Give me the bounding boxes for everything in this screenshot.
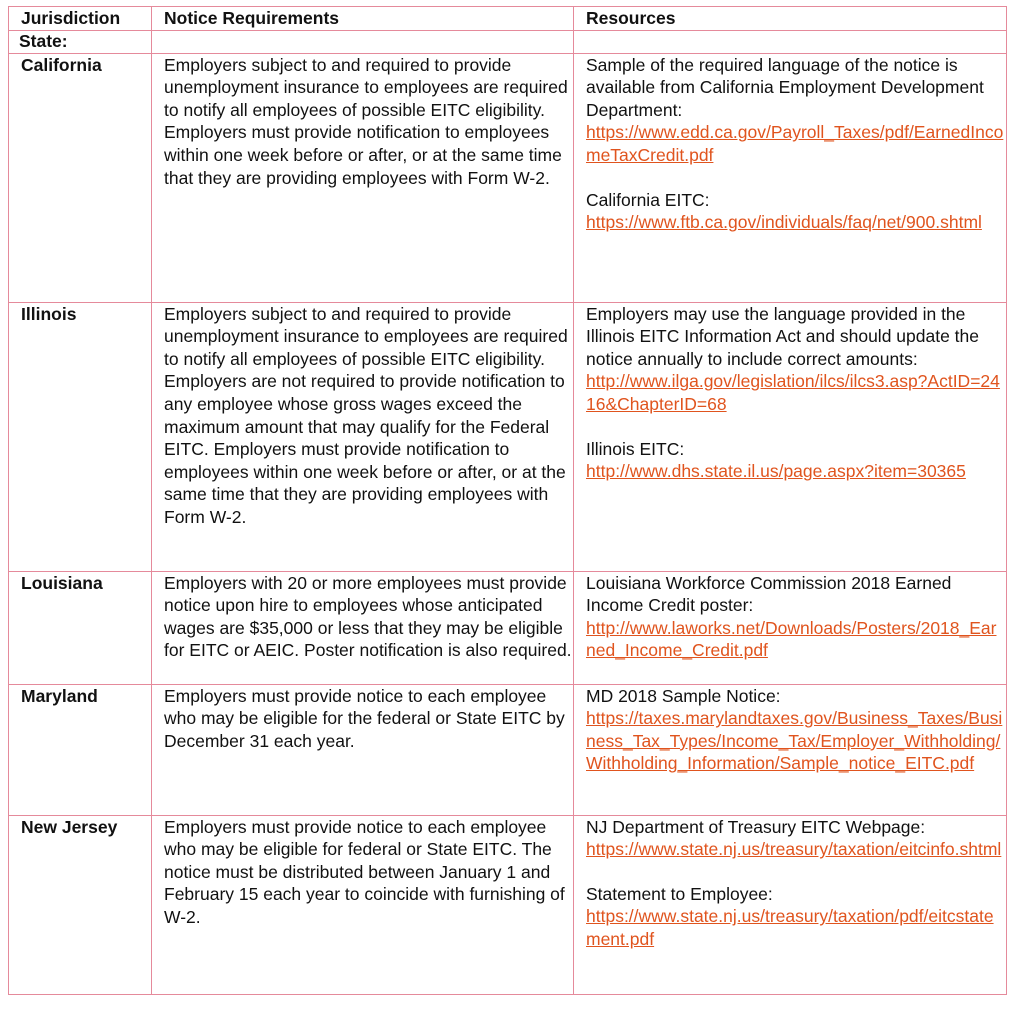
resource-link[interactable]: http://www.ilga.gov/legislation/ilcs/ilcs3.asp?ActID=2416&ChapterID=68 (586, 371, 1000, 414)
resource-text: MD 2018 Sample Notice: (586, 685, 781, 706)
resource-link[interactable]: https://taxes.marylandtaxes.gov/Business_Taxes/Business_Tax_Types/Income_Tax/Employer_Withholding/Withholding_Information/Sample_notice_EITC.pdf (586, 708, 1003, 774)
table-row-maryland (9, 684, 1007, 815)
table-row-new-jersey (9, 815, 1007, 994)
resource-text: Statement to Employee: (586, 883, 773, 904)
jurisdiction-name: California (9, 53, 152, 302)
resource-text: Illinois EITC: (586, 438, 685, 459)
empty-cell (574, 30, 1007, 53)
state-group-row (9, 30, 1007, 53)
notice-text: Employers must provide notice to each employee who may be eligible for the federal or State EITC by December 31 each year. (152, 684, 574, 815)
header-jurisdiction: Jurisdiction (9, 7, 152, 31)
header-notice-requirements: Notice Requirements (152, 7, 574, 31)
resources-cell (574, 53, 1007, 302)
jurisdiction-name: Maryland (9, 684, 152, 815)
notice-text: Employers must provide notice to each employee who may be eligible for federal or State EITC. The notice must be distributed between January 1 and February 15 each year to coincide with furnishing of W-2. (152, 815, 574, 994)
resource-link[interactable]: https://www.edd.ca.gov/Payroll_Taxes/pdf/EarnedIncomeTaxCredit.pdf (586, 122, 1004, 165)
resource-text: Louisiana Workforce Commission 2018 Earned Income Credit poster: (586, 572, 952, 616)
resource-link[interactable]: http://www.laworks.net/Downloads/Posters/2018_Earned_Income_Credit.pdf (586, 617, 997, 661)
table-row-california (9, 53, 1007, 302)
jurisdiction-name: Illinois (9, 302, 152, 571)
eitc-notice-table (8, 6, 1007, 995)
jurisdiction-name: New Jersey (9, 815, 152, 994)
state-label: State: (9, 30, 152, 53)
resource-text: Employers may use the language provided in the Illinois EITC Information Act and should update the notice annually to include correct amounts: (586, 303, 980, 369)
resource-text: Sample of the required language of the notice is available from California Employment Development Department: (586, 54, 984, 120)
resource-link[interactable]: http://www.dhs.state.il.us/page.aspx?item=30365 (586, 461, 966, 482)
jurisdiction-name: Louisiana (9, 571, 152, 684)
resource-text: California EITC: (586, 189, 710, 210)
resource-text: NJ Department of Treasury EITC Webpage: (586, 816, 926, 837)
header-row (9, 7, 1007, 31)
notice-text: Employers subject to and required to provide unemployment insurance to employees are required to notify all employees of possible EITC eligibility. Employers are not required to provide notification to any employee whose gross wages exceed the maximum amount that may qualify for the Federal EITC. Employers must provide notification to employees within one week before or after, or at the same time that they are providing employees with Form W-2. (152, 302, 574, 571)
resource-link[interactable]: https://www.state.nj.us/treasury/taxation/eitcinfo.shtml (586, 839, 1002, 860)
table-row-louisiana (9, 571, 1007, 684)
notice-text: Employers subject to and required to provide unemployment insurance to employees are required to notify all employees of possible EITC eligibility. Employers must provide notification to employees within one week before or after, or at the same time that they are providing employees with Form W-2. (152, 53, 574, 302)
resources-cell (574, 302, 1007, 571)
empty-cell (152, 30, 574, 53)
resources-cell (574, 684, 1007, 815)
resource-link[interactable]: https://www.state.nj.us/treasury/taxation/pdf/eitcstatement.pdf (586, 906, 994, 949)
resources-cell (574, 571, 1007, 684)
resource-link[interactable]: https://www.ftb.ca.gov/individuals/faq/net/900.shtml (586, 212, 982, 233)
header-resources: Resources (574, 7, 1007, 31)
notice-text: Employers with 20 or more employees must provide notice upon hire to employees whose anticipated wages are $35,000 or less that they may be eligible for EITC or AEIC. Poster notification is also required. (152, 571, 574, 684)
resources-cell (574, 815, 1007, 994)
table-row-illinois (9, 302, 1007, 571)
